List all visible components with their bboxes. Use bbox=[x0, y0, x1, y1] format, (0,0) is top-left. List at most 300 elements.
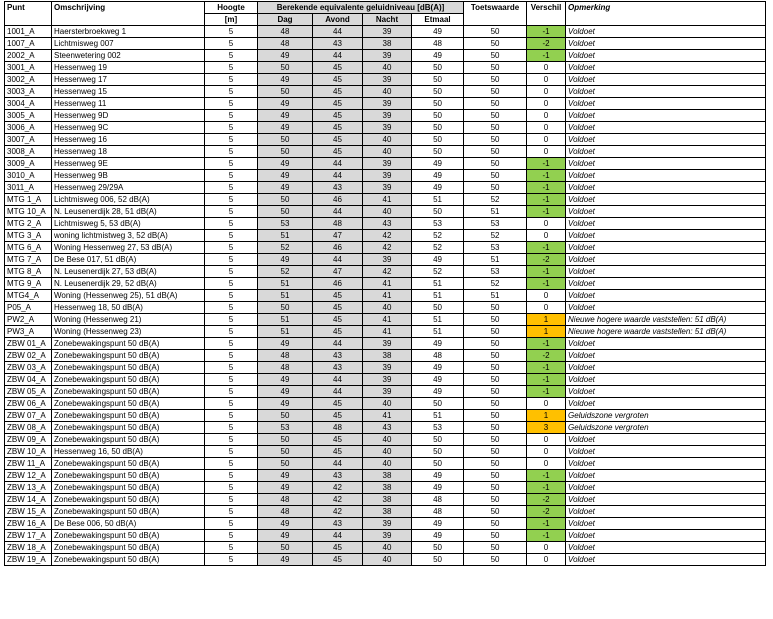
header-dag: Dag bbox=[258, 14, 313, 26]
cell-omschrijving: Zonebewakingspunt 50 dB(A) bbox=[52, 350, 205, 362]
cell-omschrijving: Woning (Hessenweg 25), 51 dB(A) bbox=[52, 290, 205, 302]
cell-avond: 45 bbox=[313, 98, 363, 110]
cell-punt: ZBW 15_A bbox=[5, 506, 52, 518]
cell-etmaal: 49 bbox=[412, 170, 464, 182]
cell-omschrijving: Zonebewakingspunt 50 dB(A) bbox=[52, 338, 205, 350]
cell-dag: 49 bbox=[258, 554, 313, 566]
cell-nacht: 40 bbox=[363, 302, 412, 314]
cell-hoogte: 5 bbox=[205, 62, 258, 74]
cell-punt: MTG 8_A bbox=[5, 266, 52, 278]
cell-etmaal: 50 bbox=[412, 98, 464, 110]
cell-nacht: 39 bbox=[363, 362, 412, 374]
cell-hoogte: 5 bbox=[205, 434, 258, 446]
cell-etmaal: 52 bbox=[412, 242, 464, 254]
cell-dag: 49 bbox=[258, 254, 313, 266]
cell-etmaal: 53 bbox=[412, 422, 464, 434]
cell-punt: 3010_A bbox=[5, 170, 52, 182]
cell-nacht: 41 bbox=[363, 290, 412, 302]
cell-opmerking: Voldoet bbox=[566, 434, 766, 446]
cell-nacht: 39 bbox=[363, 26, 412, 38]
cell-hoogte: 5 bbox=[205, 482, 258, 494]
table-row bbox=[5, 62, 766, 74]
cell-nacht: 39 bbox=[363, 50, 412, 62]
cell-nacht: 40 bbox=[363, 458, 412, 470]
cell-opmerking: Voldoet bbox=[566, 458, 766, 470]
cell-verschil: -1 bbox=[527, 26, 566, 38]
cell-hoogte: 5 bbox=[205, 530, 258, 542]
table-row bbox=[5, 242, 766, 254]
cell-omschrijving: N. Leusenerdijk 28, 51 dB(A) bbox=[52, 206, 205, 218]
cell-verschil: 0 bbox=[527, 290, 566, 302]
cell-hoogte: 5 bbox=[205, 254, 258, 266]
table-row bbox=[5, 314, 766, 326]
table-row bbox=[5, 206, 766, 218]
cell-omschrijving: Lichtmisweg 006, 52 dB(A) bbox=[52, 194, 205, 206]
table-row bbox=[5, 338, 766, 350]
cell-dag: 48 bbox=[258, 38, 313, 50]
cell-opmerking: Voldoet bbox=[566, 194, 766, 206]
cell-etmaal: 50 bbox=[412, 458, 464, 470]
cell-hoogte: 5 bbox=[205, 266, 258, 278]
cell-verschil: -1 bbox=[527, 158, 566, 170]
cell-toetswaarde: 52 bbox=[464, 194, 527, 206]
cell-omschrijving: Zonebewakingspunt 50 dB(A) bbox=[52, 422, 205, 434]
cell-nacht: 40 bbox=[363, 86, 412, 98]
cell-avond: 46 bbox=[313, 278, 363, 290]
cell-verschil: 0 bbox=[527, 110, 566, 122]
cell-toetswaarde: 50 bbox=[464, 86, 527, 98]
cell-dag: 53 bbox=[258, 218, 313, 230]
cell-nacht: 41 bbox=[363, 278, 412, 290]
cell-opmerking: Geluidszone vergroten bbox=[566, 422, 766, 434]
cell-hoogte: 5 bbox=[205, 134, 258, 146]
cell-dag: 49 bbox=[258, 182, 313, 194]
cell-avond: 44 bbox=[313, 530, 363, 542]
cell-omschrijving: Lichtmisweg 5, 53 dB(A) bbox=[52, 218, 205, 230]
cell-omschrijving: Hessenweg 17 bbox=[52, 74, 205, 86]
cell-hoogte: 5 bbox=[205, 410, 258, 422]
cell-hoogte: 5 bbox=[205, 110, 258, 122]
cell-punt: MTG4_A bbox=[5, 290, 52, 302]
cell-avond: 44 bbox=[313, 374, 363, 386]
table-row bbox=[5, 110, 766, 122]
cell-nacht: 38 bbox=[363, 350, 412, 362]
cell-avond: 45 bbox=[313, 146, 363, 158]
cell-avond: 44 bbox=[313, 170, 363, 182]
cell-dag: 51 bbox=[258, 278, 313, 290]
cell-toetswaarde: 50 bbox=[464, 506, 527, 518]
cell-nacht: 39 bbox=[363, 182, 412, 194]
cell-dag: 50 bbox=[258, 446, 313, 458]
cell-verschil: 0 bbox=[527, 302, 566, 314]
cell-verschil: -1 bbox=[527, 242, 566, 254]
cell-punt: ZBW 02_A bbox=[5, 350, 52, 362]
cell-avond: 43 bbox=[313, 518, 363, 530]
cell-toetswaarde: 50 bbox=[464, 446, 527, 458]
cell-dag: 49 bbox=[258, 98, 313, 110]
cell-punt: PW2_A bbox=[5, 314, 52, 326]
cell-punt: 1007_A bbox=[5, 38, 52, 50]
cell-dag: 49 bbox=[258, 74, 313, 86]
cell-omschrijving: Woning (Hessenweg 23) bbox=[52, 326, 205, 338]
cell-nacht: 40 bbox=[363, 62, 412, 74]
cell-opmerking: Voldoet bbox=[566, 254, 766, 266]
cell-verschil: 0 bbox=[527, 446, 566, 458]
cell-punt: 3005_A bbox=[5, 110, 52, 122]
cell-punt: MTG 2_A bbox=[5, 218, 52, 230]
cell-etmaal: 49 bbox=[412, 470, 464, 482]
header-toetswaarde: Toetswaarde bbox=[464, 2, 527, 26]
cell-toetswaarde: 50 bbox=[464, 62, 527, 74]
cell-etmaal: 49 bbox=[412, 362, 464, 374]
cell-toetswaarde: 50 bbox=[464, 494, 527, 506]
cell-nacht: 40 bbox=[363, 398, 412, 410]
cell-avond: 45 bbox=[313, 62, 363, 74]
cell-hoogte: 5 bbox=[205, 518, 258, 530]
cell-avond: 48 bbox=[313, 422, 363, 434]
cell-dag: 48 bbox=[258, 506, 313, 518]
cell-hoogte: 5 bbox=[205, 206, 258, 218]
cell-hoogte: 5 bbox=[205, 338, 258, 350]
cell-opmerking: Voldoet bbox=[566, 398, 766, 410]
cell-punt: 3004_A bbox=[5, 98, 52, 110]
cell-etmaal: 50 bbox=[412, 446, 464, 458]
cell-opmerking: Voldoet bbox=[566, 146, 766, 158]
cell-avond: 45 bbox=[313, 434, 363, 446]
cell-avond: 45 bbox=[313, 86, 363, 98]
cell-toetswaarde: 50 bbox=[464, 134, 527, 146]
cell-opmerking: Voldoet bbox=[566, 554, 766, 566]
cell-toetswaarde: 50 bbox=[464, 170, 527, 182]
cell-dag: 51 bbox=[258, 290, 313, 302]
cell-etmaal: 50 bbox=[412, 86, 464, 98]
cell-opmerking: Voldoet bbox=[566, 494, 766, 506]
cell-dag: 53 bbox=[258, 422, 313, 434]
cell-avond: 43 bbox=[313, 470, 363, 482]
cell-verschil: -1 bbox=[527, 470, 566, 482]
cell-toetswaarde: 53 bbox=[464, 266, 527, 278]
cell-hoogte: 5 bbox=[205, 86, 258, 98]
cell-verschil: 0 bbox=[527, 122, 566, 134]
cell-hoogte: 5 bbox=[205, 158, 258, 170]
cell-dag: 50 bbox=[258, 62, 313, 74]
cell-toetswaarde: 50 bbox=[464, 38, 527, 50]
cell-avond: 44 bbox=[313, 338, 363, 350]
cell-toetswaarde: 50 bbox=[464, 110, 527, 122]
table-row bbox=[5, 74, 766, 86]
cell-nacht: 39 bbox=[363, 338, 412, 350]
cell-opmerking: Voldoet bbox=[566, 470, 766, 482]
cell-hoogte: 5 bbox=[205, 122, 258, 134]
cell-etmaal: 48 bbox=[412, 494, 464, 506]
header-row-1 bbox=[5, 2, 766, 14]
cell-opmerking: Nieuwe hogere waarde vaststellen: 51 dB(A) bbox=[566, 314, 766, 326]
cell-opmerking: Voldoet bbox=[566, 62, 766, 74]
table-row bbox=[5, 230, 766, 242]
cell-nacht: 41 bbox=[363, 326, 412, 338]
cell-opmerking: Voldoet bbox=[566, 74, 766, 86]
cell-dag: 49 bbox=[258, 338, 313, 350]
cell-etmaal: 49 bbox=[412, 182, 464, 194]
cell-etmaal: 49 bbox=[412, 482, 464, 494]
cell-etmaal: 48 bbox=[412, 506, 464, 518]
table-row bbox=[5, 362, 766, 374]
cell-toetswaarde: 50 bbox=[464, 530, 527, 542]
cell-dag: 49 bbox=[258, 386, 313, 398]
table-row bbox=[5, 422, 766, 434]
cell-toetswaarde: 50 bbox=[464, 482, 527, 494]
cell-opmerking: Voldoet bbox=[566, 530, 766, 542]
cell-punt: ZBW 10_A bbox=[5, 446, 52, 458]
cell-avond: 44 bbox=[313, 206, 363, 218]
cell-verschil: -1 bbox=[527, 206, 566, 218]
table-row bbox=[5, 50, 766, 62]
cell-omschrijving: Hessenweg 9E bbox=[52, 158, 205, 170]
cell-punt: ZBW 14_A bbox=[5, 494, 52, 506]
cell-opmerking: Geluidszone vergroten bbox=[566, 410, 766, 422]
cell-nacht: 43 bbox=[363, 218, 412, 230]
cell-opmerking: Voldoet bbox=[566, 134, 766, 146]
cell-nacht: 38 bbox=[363, 494, 412, 506]
cell-opmerking: Voldoet bbox=[566, 110, 766, 122]
cell-avond: 45 bbox=[313, 314, 363, 326]
cell-hoogte: 5 bbox=[205, 278, 258, 290]
cell-hoogte: 5 bbox=[205, 446, 258, 458]
cell-etmaal: 49 bbox=[412, 374, 464, 386]
table-row bbox=[5, 482, 766, 494]
cell-etmaal: 50 bbox=[412, 110, 464, 122]
cell-toetswaarde: 50 bbox=[464, 542, 527, 554]
cell-verschil: 0 bbox=[527, 458, 566, 470]
cell-dag: 50 bbox=[258, 434, 313, 446]
cell-toetswaarde: 51 bbox=[464, 254, 527, 266]
cell-avond: 46 bbox=[313, 194, 363, 206]
table-row bbox=[5, 122, 766, 134]
cell-opmerking: Voldoet bbox=[566, 446, 766, 458]
cell-verschil: 0 bbox=[527, 542, 566, 554]
table-row bbox=[5, 530, 766, 542]
table-row bbox=[5, 350, 766, 362]
cell-hoogte: 5 bbox=[205, 506, 258, 518]
header-nacht: Nacht bbox=[363, 14, 412, 26]
cell-avond: 44 bbox=[313, 386, 363, 398]
cell-omschrijving: Zonebewakingspunt 50 dB(A) bbox=[52, 362, 205, 374]
cell-verschil: 0 bbox=[527, 146, 566, 158]
cell-verschil: -1 bbox=[527, 530, 566, 542]
cell-toetswaarde: 51 bbox=[464, 206, 527, 218]
cell-avond: 45 bbox=[313, 410, 363, 422]
cell-toetswaarde: 50 bbox=[464, 518, 527, 530]
header-avond: Avond bbox=[313, 14, 363, 26]
cell-avond: 45 bbox=[313, 446, 363, 458]
cell-nacht: 40 bbox=[363, 434, 412, 446]
header-punt: Punt bbox=[5, 2, 52, 26]
cell-omschrijving: N. Leusenerdijk 29, 52 dB(A) bbox=[52, 278, 205, 290]
table-row bbox=[5, 506, 766, 518]
cell-nacht: 40 bbox=[363, 542, 412, 554]
cell-opmerking: Voldoet bbox=[566, 206, 766, 218]
cell-avond: 45 bbox=[313, 398, 363, 410]
cell-dag: 51 bbox=[258, 230, 313, 242]
cell-avond: 44 bbox=[313, 26, 363, 38]
cell-toetswaarde: 50 bbox=[464, 362, 527, 374]
cell-opmerking: Voldoet bbox=[566, 218, 766, 230]
cell-avond: 47 bbox=[313, 266, 363, 278]
table-row bbox=[5, 434, 766, 446]
table-row bbox=[5, 158, 766, 170]
cell-etmaal: 51 bbox=[412, 314, 464, 326]
cell-verschil: 3 bbox=[527, 422, 566, 434]
cell-punt: ZBW 06_A bbox=[5, 398, 52, 410]
cell-dag: 50 bbox=[258, 302, 313, 314]
cell-verschil: 0 bbox=[527, 398, 566, 410]
cell-etmaal: 50 bbox=[412, 434, 464, 446]
cell-nacht: 38 bbox=[363, 506, 412, 518]
cell-omschrijving: Woning (Hessenweg 21) bbox=[52, 314, 205, 326]
cell-verschil: -2 bbox=[527, 506, 566, 518]
table-row bbox=[5, 38, 766, 50]
cell-nacht: 39 bbox=[363, 110, 412, 122]
table-row bbox=[5, 182, 766, 194]
cell-hoogte: 5 bbox=[205, 542, 258, 554]
header-verschil: Verschil bbox=[527, 2, 566, 26]
cell-etmaal: 51 bbox=[412, 326, 464, 338]
cell-punt: ZBW 18_A bbox=[5, 542, 52, 554]
table-row bbox=[5, 98, 766, 110]
table-row bbox=[5, 218, 766, 230]
cell-verschil: -2 bbox=[527, 494, 566, 506]
cell-avond: 43 bbox=[313, 38, 363, 50]
cell-omschrijving: woning lichtmistweg 3, 52 dB(A) bbox=[52, 230, 205, 242]
cell-opmerking: Voldoet bbox=[566, 518, 766, 530]
header-hoogte: Hoogte bbox=[205, 2, 258, 14]
header-hoogte-unit: [m] bbox=[205, 14, 258, 26]
cell-toetswaarde: 50 bbox=[464, 326, 527, 338]
cell-omschrijving: Zonebewakingspunt 50 dB(A) bbox=[52, 398, 205, 410]
cell-punt: 3011_A bbox=[5, 182, 52, 194]
cell-nacht: 38 bbox=[363, 38, 412, 50]
table-row bbox=[5, 470, 766, 482]
cell-omschrijving: Zonebewakingspunt 50 dB(A) bbox=[52, 374, 205, 386]
table-row bbox=[5, 410, 766, 422]
cell-hoogte: 5 bbox=[205, 374, 258, 386]
cell-dag: 49 bbox=[258, 122, 313, 134]
cell-nacht: 41 bbox=[363, 194, 412, 206]
cell-opmerking: Voldoet bbox=[566, 50, 766, 62]
cell-omschrijving: Hessenweg 9D bbox=[52, 110, 205, 122]
cell-punt: PW3_A bbox=[5, 326, 52, 338]
cell-dag: 49 bbox=[258, 170, 313, 182]
cell-avond: 45 bbox=[313, 554, 363, 566]
cell-opmerking: Voldoet bbox=[566, 338, 766, 350]
cell-toetswaarde: 50 bbox=[464, 314, 527, 326]
cell-toetswaarde: 52 bbox=[464, 278, 527, 290]
cell-opmerking: Voldoet bbox=[566, 350, 766, 362]
cell-omschrijving: N. Leusenerdijk 27, 53 dB(A) bbox=[52, 266, 205, 278]
cell-nacht: 40 bbox=[363, 554, 412, 566]
cell-verschil: -1 bbox=[527, 182, 566, 194]
cell-etmaal: 50 bbox=[412, 554, 464, 566]
cell-nacht: 43 bbox=[363, 422, 412, 434]
table-row bbox=[5, 518, 766, 530]
cell-etmaal: 50 bbox=[412, 302, 464, 314]
cell-dag: 50 bbox=[258, 206, 313, 218]
cell-etmaal: 48 bbox=[412, 350, 464, 362]
cell-verschil: -1 bbox=[527, 374, 566, 386]
table-row bbox=[5, 170, 766, 182]
cell-dag: 49 bbox=[258, 482, 313, 494]
cell-avond: 48 bbox=[313, 218, 363, 230]
cell-punt: MTG 10_A bbox=[5, 206, 52, 218]
cell-omschrijving: Zonebewakingspunt 50 dB(A) bbox=[52, 386, 205, 398]
cell-toetswaarde: 50 bbox=[464, 182, 527, 194]
cell-opmerking: Voldoet bbox=[566, 362, 766, 374]
cell-omschrijving: Zonebewakingspunt 50 dB(A) bbox=[52, 470, 205, 482]
cell-dag: 48 bbox=[258, 494, 313, 506]
cell-avond: 45 bbox=[313, 110, 363, 122]
cell-nacht: 39 bbox=[363, 374, 412, 386]
cell-verschil: -1 bbox=[527, 50, 566, 62]
cell-toetswaarde: 50 bbox=[464, 554, 527, 566]
cell-hoogte: 5 bbox=[205, 218, 258, 230]
cell-toetswaarde: 50 bbox=[464, 398, 527, 410]
cell-nacht: 39 bbox=[363, 518, 412, 530]
cell-etmaal: 52 bbox=[412, 230, 464, 242]
cell-dag: 49 bbox=[258, 50, 313, 62]
cell-toetswaarde: 50 bbox=[464, 410, 527, 422]
cell-verschil: -1 bbox=[527, 482, 566, 494]
cell-etmaal: 49 bbox=[412, 26, 464, 38]
table-row bbox=[5, 290, 766, 302]
cell-hoogte: 5 bbox=[205, 26, 258, 38]
cell-toetswaarde: 50 bbox=[464, 470, 527, 482]
cell-nacht: 40 bbox=[363, 206, 412, 218]
cell-nacht: 39 bbox=[363, 170, 412, 182]
cell-omschrijving: Steenwetering 002 bbox=[52, 50, 205, 62]
cell-verschil: 0 bbox=[527, 218, 566, 230]
cell-omschrijving: Zonebewakingspunt 50 dB(A) bbox=[52, 542, 205, 554]
cell-hoogte: 5 bbox=[205, 554, 258, 566]
cell-dag: 52 bbox=[258, 266, 313, 278]
cell-dag: 52 bbox=[258, 242, 313, 254]
table-row bbox=[5, 494, 766, 506]
cell-toetswaarde: 50 bbox=[464, 422, 527, 434]
cell-verschil: 0 bbox=[527, 62, 566, 74]
cell-opmerking: Voldoet bbox=[566, 86, 766, 98]
cell-punt: MTG 6_A bbox=[5, 242, 52, 254]
cell-verschil: -1 bbox=[527, 278, 566, 290]
table-row bbox=[5, 278, 766, 290]
cell-opmerking: Nieuwe hogere waarde vaststellen: 51 dB(A) bbox=[566, 326, 766, 338]
cell-punt: ZBW 03_A bbox=[5, 362, 52, 374]
cell-avond: 43 bbox=[313, 362, 363, 374]
cell-toetswaarde: 50 bbox=[464, 74, 527, 86]
cell-opmerking: Voldoet bbox=[566, 122, 766, 134]
cell-omschrijving: Hessenweg 9B bbox=[52, 170, 205, 182]
cell-omschrijving: Zonebewakingspunt 50 dB(A) bbox=[52, 494, 205, 506]
cell-toetswaarde: 51 bbox=[464, 290, 527, 302]
cell-toetswaarde: 53 bbox=[464, 242, 527, 254]
cell-punt: ZBW 16_A bbox=[5, 518, 52, 530]
table-row bbox=[5, 194, 766, 206]
cell-punt: ZBW 12_A bbox=[5, 470, 52, 482]
table-row bbox=[5, 146, 766, 158]
cell-avond: 45 bbox=[313, 122, 363, 134]
cell-punt: 3009_A bbox=[5, 158, 52, 170]
cell-opmerking: Voldoet bbox=[566, 482, 766, 494]
cell-hoogte: 5 bbox=[205, 50, 258, 62]
cell-punt: MTG 9_A bbox=[5, 278, 52, 290]
